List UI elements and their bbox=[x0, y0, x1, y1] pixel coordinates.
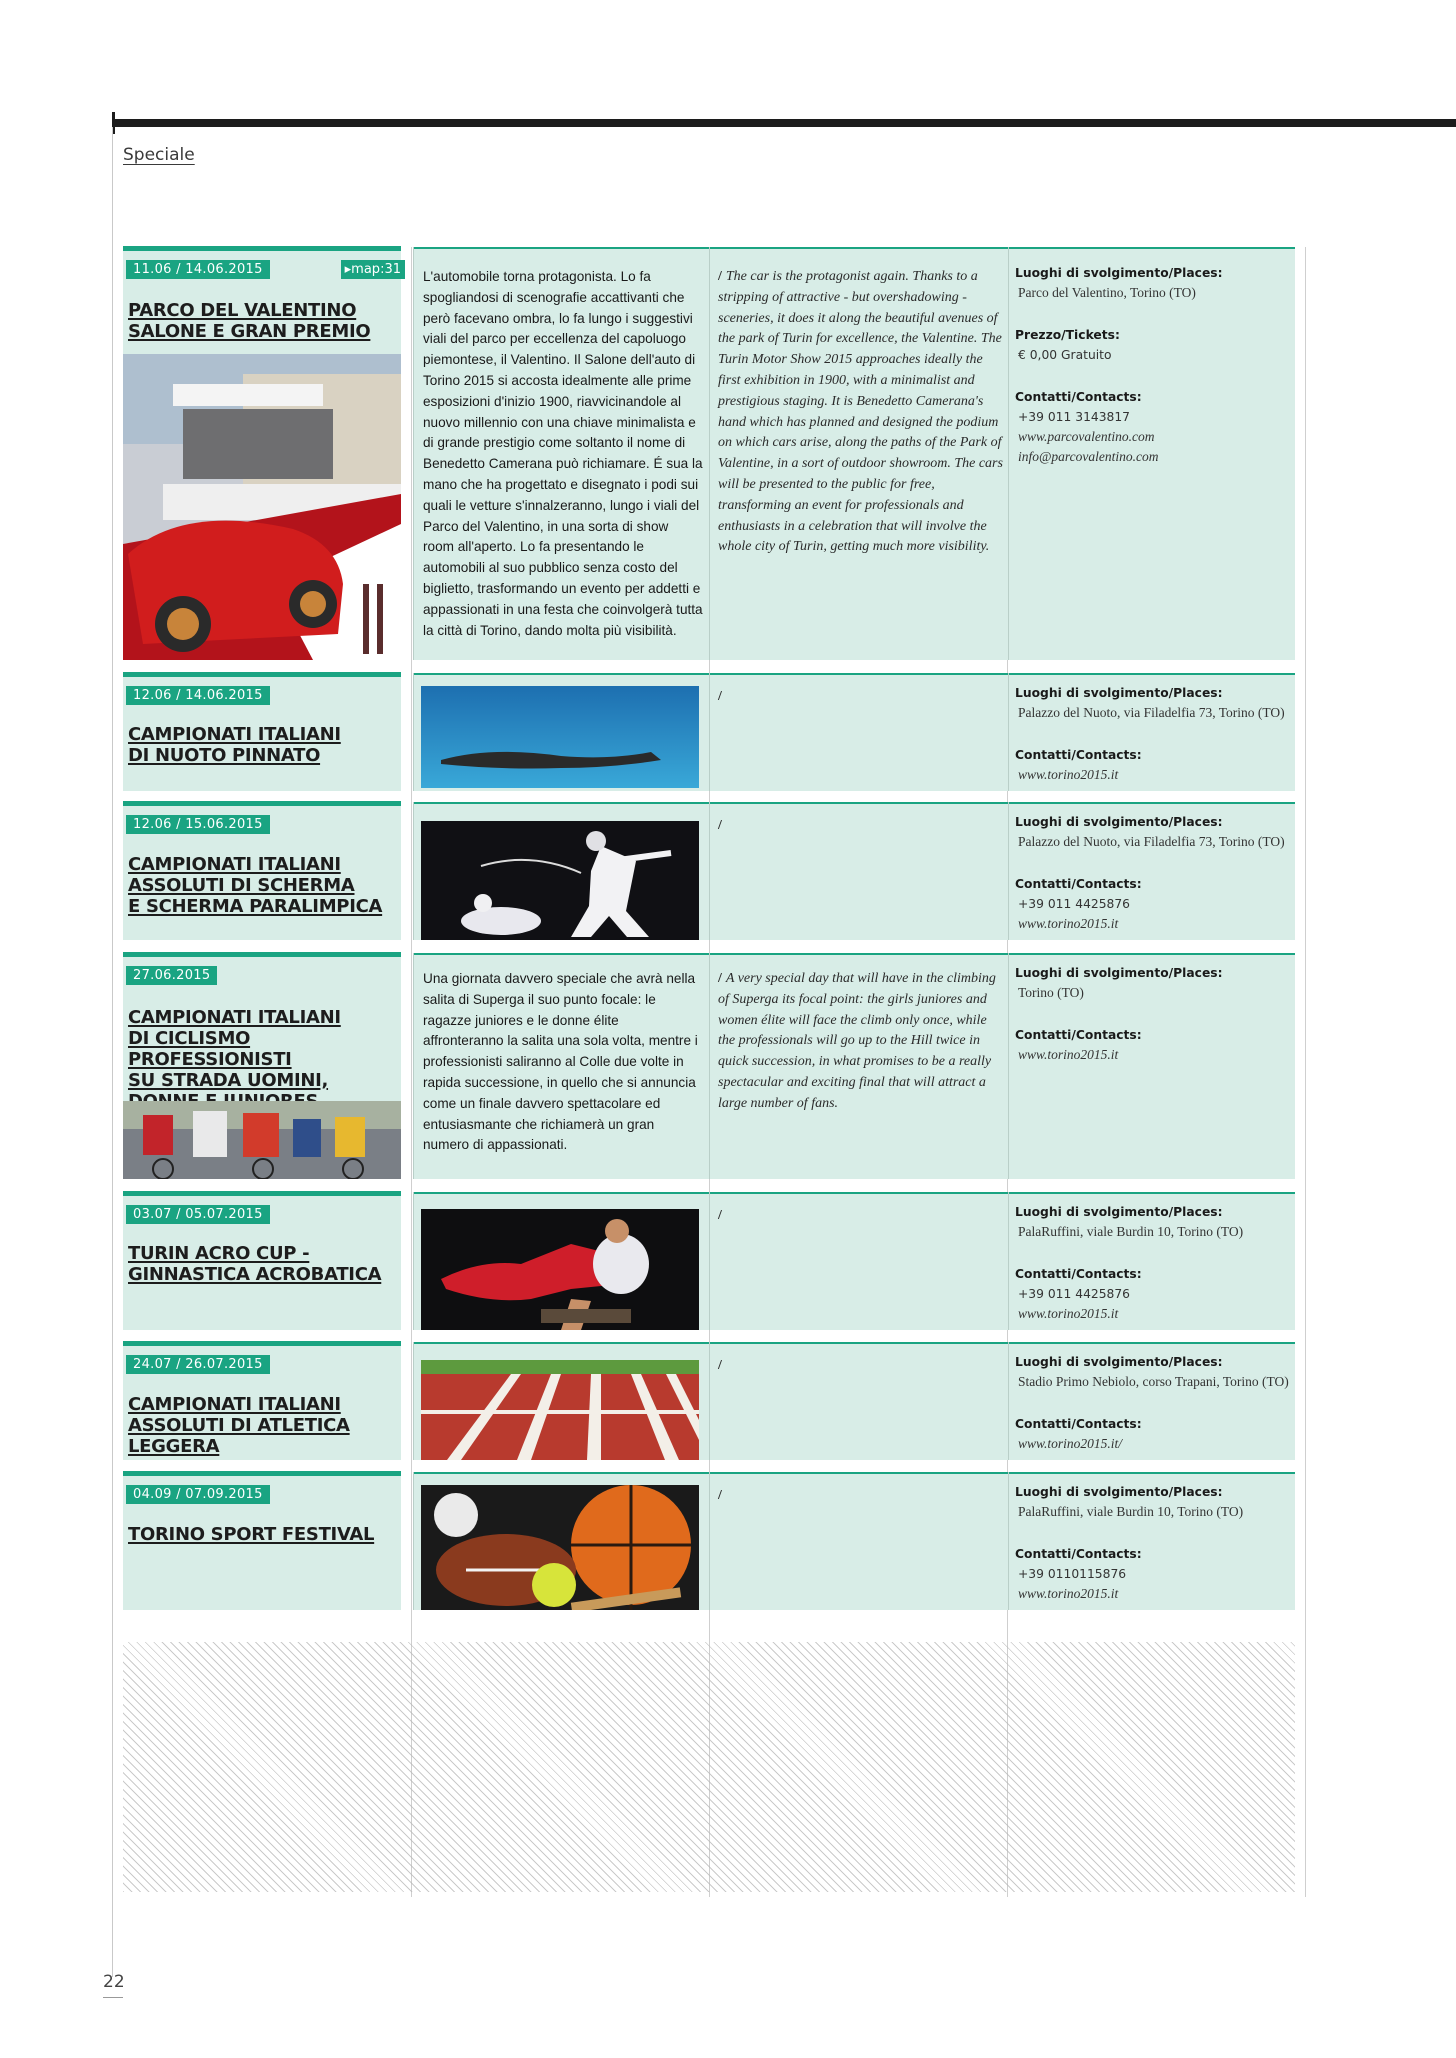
info-label: Luoghi di svolgimento/Places: bbox=[1015, 815, 1223, 829]
info-label: Prezzo/Tickets: bbox=[1015, 328, 1120, 342]
contact-website[interactable]: www.torino2015.it bbox=[1018, 1586, 1119, 1601]
event-date: 12.06 / 14.06.2015 bbox=[126, 686, 270, 705]
row-decoration bbox=[123, 801, 401, 806]
row-decoration bbox=[123, 1341, 401, 1346]
info-spacer bbox=[1015, 1522, 1295, 1544]
event-place: Stadio Primo Nebiolo, corso Trapani, Torino (TO) bbox=[1018, 1374, 1289, 1389]
event-row-valentino bbox=[123, 247, 1295, 660]
event-row-ciclismo bbox=[123, 953, 1295, 1179]
slash-marker: / bbox=[718, 689, 722, 704]
event-date: 24.07 / 26.07.2015 bbox=[126, 1355, 270, 1374]
row-decoration bbox=[413, 1192, 414, 1330]
section-label: Speciale bbox=[123, 145, 195, 165]
event-place: Parco del Valentino, Torino (TO) bbox=[1018, 285, 1196, 300]
info-label: Luoghi di svolgimento/Places: bbox=[1015, 1355, 1223, 1369]
info-spacer bbox=[1015, 303, 1295, 325]
description-en bbox=[718, 1206, 1003, 1227]
row-decoration bbox=[1008, 247, 1009, 660]
event-row-nuoto bbox=[123, 673, 1295, 791]
event-info bbox=[1015, 963, 1295, 1065]
left-margin-rule bbox=[112, 127, 113, 1977]
info-spacer bbox=[1015, 723, 1295, 745]
event-date: 27.06.2015 bbox=[126, 966, 217, 985]
event-title: TORINO SPORT FESTIVAL bbox=[128, 1524, 375, 1545]
contact-website[interactable]: www.torino2015.it bbox=[1018, 1306, 1119, 1321]
row-decoration bbox=[1008, 1472, 1009, 1610]
row-decoration bbox=[413, 1192, 1295, 1194]
event-photo bbox=[421, 686, 699, 788]
contact-phone: +39 0110115876 bbox=[1018, 1567, 1127, 1581]
event-date: 04.09 / 07.09.2015 bbox=[126, 1485, 270, 1504]
contact-website[interactable]: www.torino2015.it bbox=[1018, 916, 1119, 931]
info-label: Contatti/Contacts: bbox=[1015, 748, 1142, 762]
row-decoration bbox=[1008, 953, 1009, 1179]
contact-phone: +39 011 3143817 bbox=[1018, 410, 1131, 424]
info-spacer bbox=[1015, 1392, 1295, 1414]
info-label: Contatti/Contacts: bbox=[1015, 390, 1142, 404]
event-photo bbox=[421, 1485, 699, 1610]
description-it: Una giornata davvero speciale che avrà nella salita di Superga il suo punto focale: le ragazze juniores e le donne élite affronteranno la salita una sola volta, mentre i professionisti saliranno al Colle due volte in rapida successione, in quello che si annuncia come un finale davvero spettacolare ed entusiasmante che richiamerà un gran numero di appassionati. bbox=[423, 971, 698, 1153]
page-number-rule bbox=[103, 1997, 123, 1998]
event-photo bbox=[123, 354, 401, 660]
event-info bbox=[1015, 1482, 1295, 1604]
page-number: 22 bbox=[103, 1972, 125, 1992]
description-en bbox=[718, 1486, 1003, 1507]
event-date: 11.06 / 14.06.2015 bbox=[126, 260, 270, 279]
event-photo bbox=[421, 821, 699, 940]
event-photo bbox=[421, 1209, 699, 1330]
slash-marker: / bbox=[718, 1488, 722, 1503]
contact-phone: +39 011 4425876 bbox=[1018, 897, 1131, 911]
map-reference[interactable]: ▸map:31 bbox=[341, 260, 405, 279]
slash-marker: / bbox=[718, 971, 722, 986]
event-info bbox=[1015, 263, 1295, 467]
event-row-scherma bbox=[123, 802, 1295, 940]
event-row-atletica bbox=[123, 1342, 1295, 1460]
row-decoration bbox=[413, 953, 414, 1179]
row-decoration bbox=[709, 1472, 710, 1610]
contact-website[interactable]: www.parcovalentino.com bbox=[1018, 429, 1155, 444]
event-title: CAMPIONATI ITALIANI ASSOLUTI DI SCHERMA E SCHERMA PARALIMPICA bbox=[128, 854, 383, 917]
info-spacer bbox=[1015, 852, 1295, 874]
row-decoration bbox=[1008, 802, 1009, 940]
row-decoration bbox=[709, 673, 710, 791]
row-decoration bbox=[413, 1342, 414, 1460]
info-spacer bbox=[1015, 1003, 1295, 1025]
info-label: Luoghi di svolgimento/Places: bbox=[1015, 1485, 1223, 1499]
slash-marker: / bbox=[718, 269, 722, 284]
slash-marker: / bbox=[718, 1358, 722, 1373]
event-date: 03.07 / 05.07.2015 bbox=[126, 1205, 270, 1224]
row-decoration bbox=[709, 247, 710, 660]
info-label: Luoghi di svolgimento/Places: bbox=[1015, 266, 1223, 280]
info-spacer bbox=[1015, 1242, 1295, 1264]
row-decoration bbox=[1008, 1192, 1009, 1330]
row-decoration bbox=[123, 672, 401, 677]
contact-website[interactable]: www.torino2015.it bbox=[1018, 767, 1119, 782]
description-en: / A very special day that will have in the climbing of Superga its focal point: the girls juniores and women élite will face the climb only once, while the professionals will go up to the Hill twice in quick succession, in what promises to be a really spectacular and exciting final that will attract a large number of fans. bbox=[718, 971, 996, 1111]
event-info bbox=[1015, 812, 1295, 934]
slash-marker: / bbox=[718, 818, 722, 833]
event-place: Torino (TO) bbox=[1018, 985, 1084, 1000]
info-label: Luoghi di svolgimento/Places: bbox=[1015, 686, 1223, 700]
row-decoration bbox=[123, 246, 401, 251]
event-title: CAMPIONATI ITALIANI DI CICLISMO PROFESSIONISTI SU STRADA UOMINI, bbox=[128, 1007, 341, 1091]
description-en bbox=[718, 816, 1003, 837]
description-en: / The car is the protagonist again. Thanks to a stripping of attractive - but overshadowing - sceneries, it does it along the beautiful avenues of the park of Turin for excellence, the Valentine. The Turin Motor Show 2015 approaches ideally the first exhibition in 1900, with a minimalist and prestigious staging. It is Benedetto Camerana's hand which has planned and designed the podium on which cars arise, along the paths of the Park of Valentine, in a sort of outdoor showroom. The cars will be presented to the public for free, transforming an event for professionals and enthusiasts in a celebration that will involve the whole city of Turin, getting much more visibility. bbox=[718, 269, 1003, 555]
event-title: CAMPIONATI ITALIANI DI NUOTO PINNATO bbox=[128, 724, 341, 766]
row-decoration bbox=[413, 1342, 1295, 1344]
event-place: PalaRuffini, viale Burdin 10, Torino (TO) bbox=[1018, 1224, 1244, 1239]
info-label: Contatti/Contacts: bbox=[1015, 1417, 1142, 1431]
event-info bbox=[1015, 1202, 1295, 1324]
row-decoration bbox=[413, 802, 1295, 804]
event-row-sport-festival bbox=[123, 1472, 1295, 1610]
row-decoration bbox=[123, 1191, 401, 1196]
event-photo bbox=[123, 1101, 401, 1179]
top-rule bbox=[112, 119, 1456, 127]
info-label: Luoghi di svolgimento/Places: bbox=[1015, 1205, 1223, 1219]
row-decoration bbox=[413, 953, 1295, 955]
column-divider bbox=[1305, 247, 1306, 1897]
row-decoration bbox=[709, 1342, 710, 1460]
row-decoration bbox=[413, 1472, 1295, 1474]
info-label: Contatti/Contacts: bbox=[1015, 1267, 1142, 1281]
slash-marker: / bbox=[718, 1208, 722, 1223]
row-decoration bbox=[1008, 673, 1009, 791]
hatched-filler bbox=[123, 1642, 1295, 1892]
event-place: Palazzo del Nuoto, via Filadelfia 73, Torino (TO) bbox=[1018, 705, 1285, 720]
contact-website[interactable]: www.torino2015.it/ bbox=[1018, 1436, 1123, 1451]
row-decoration bbox=[123, 1471, 401, 1476]
row-decoration bbox=[413, 247, 1295, 249]
event-photo bbox=[421, 1360, 699, 1460]
event-place: PalaRuffini, viale Burdin 10, Torino (TO) bbox=[1018, 1504, 1244, 1519]
event-place: Palazzo del Nuoto, via Filadelfia 73, Torino (TO) bbox=[1018, 834, 1285, 849]
row-decoration bbox=[709, 953, 710, 1179]
info-label: Contatti/Contacts: bbox=[1015, 877, 1142, 891]
row-decoration bbox=[413, 673, 414, 791]
event-row-acro-cup bbox=[123, 1192, 1295, 1330]
info-label: Contatti/Contacts: bbox=[1015, 1547, 1142, 1561]
contact-phone: +39 011 4425876 bbox=[1018, 1287, 1131, 1301]
row-decoration bbox=[413, 802, 414, 940]
row-decoration bbox=[709, 1192, 710, 1330]
event-info bbox=[1015, 683, 1295, 785]
info-label: Contatti/Contacts: bbox=[1015, 1028, 1142, 1042]
event-info bbox=[1015, 1352, 1295, 1454]
row-decoration bbox=[413, 1472, 414, 1610]
event-title: TURIN ACRO CUP - GINNASTICA ACROBATICA bbox=[128, 1243, 382, 1285]
description-en bbox=[718, 687, 1003, 708]
description-it: L'automobile torna protagonista. Lo fa spogliandosi di scenografie accattivanti che però facevano ombra, lo fa lungo i suggestivi viali del parco per eccellenza del capoluogo piemontese, il Valentino. Il Salone dell'auto di Torino 2015 si accosta idealmente alle prime esposizioni d'inizio 1900, riavvicinandole al nuovo millennio con una chiave minimalista e di grande prestigio come soltanto il nome di Benedetto Camerana può richiamare. É sua la mano che ha progettato e disegnato i podi sui quali le vetture s'innalzeranno, lungo i viali del Parco del Valentino, in una sorta di show room all'aperto. Lo fa presentando le automobili al suo pubblico senza costo del biglietto, trasformando un evento per addetti e appassionati in una festa che coinvolgerà tutta la città di Torino, dando molta più visibilità. bbox=[423, 269, 703, 638]
contact-website[interactable]: www.torino2015.it bbox=[1018, 1047, 1119, 1062]
event-date: 12.06 / 15.06.2015 bbox=[126, 815, 270, 834]
row-decoration bbox=[413, 247, 414, 660]
info-spacer bbox=[1015, 365, 1295, 387]
event-tickets: € 0,00 Gratuito bbox=[1018, 348, 1112, 362]
row-decoration bbox=[709, 802, 710, 940]
row-decoration bbox=[1008, 1342, 1009, 1460]
info-label: Luoghi di svolgimento/Places: bbox=[1015, 966, 1223, 980]
row-decoration bbox=[413, 673, 1295, 675]
row-decoration bbox=[123, 952, 401, 957]
event-title: PARCO DEL VALENTINO SALONE E GRAN PREMIO bbox=[128, 300, 371, 342]
contact-email[interactable]: info@parcovalentino.com bbox=[1018, 449, 1159, 464]
description-en bbox=[718, 1356, 1003, 1377]
event-title: CAMPIONATI ITALIANI ASSOLUTI DI ATLETICA LEGGERA bbox=[128, 1394, 350, 1457]
